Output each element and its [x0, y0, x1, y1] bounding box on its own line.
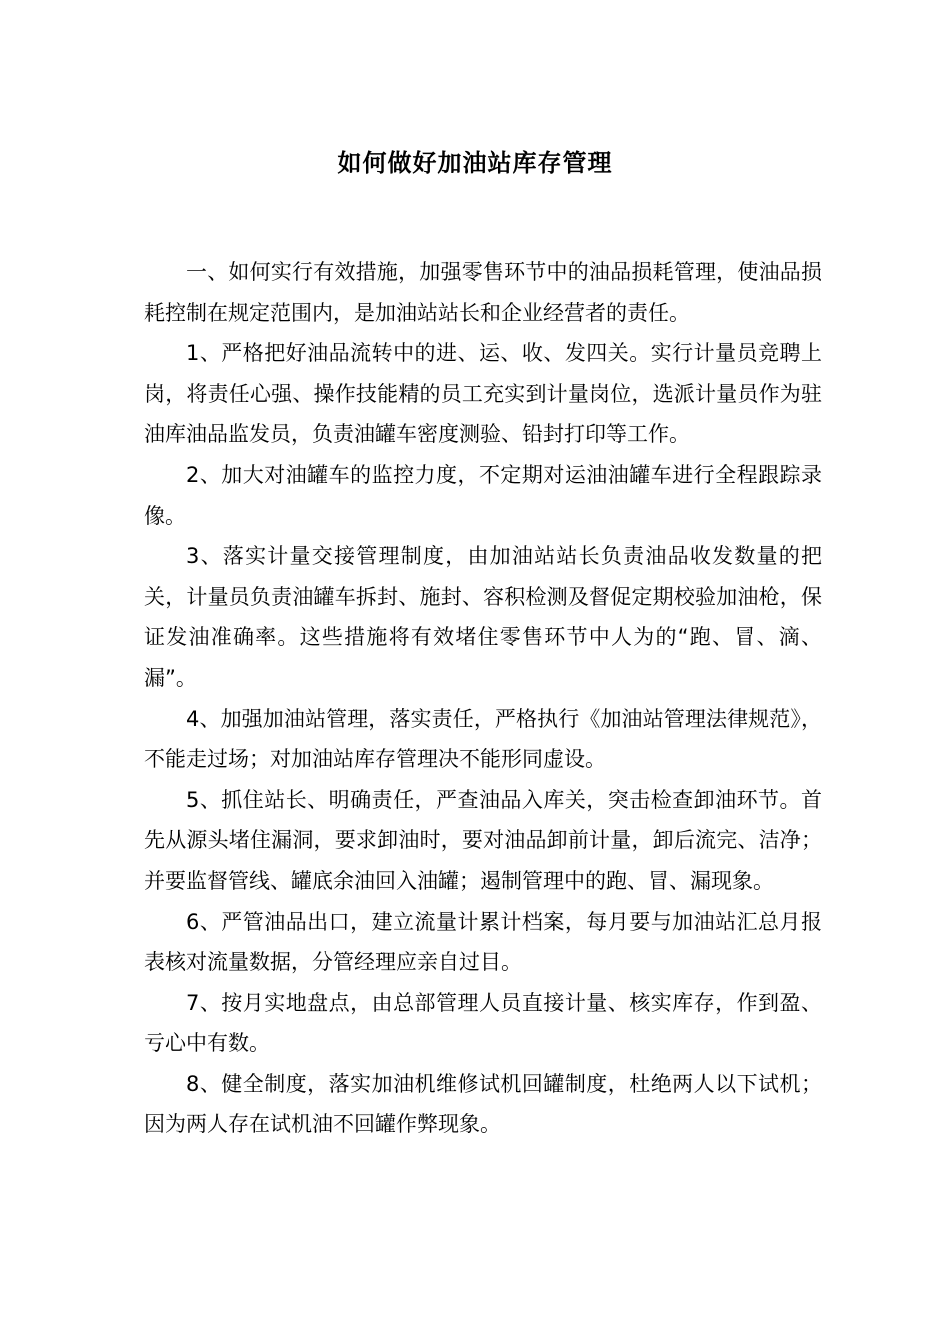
paragraph-item-5: 5、抓住站长、明确责任，严查油品入库关，突击检查卸油环节。首先从源头堵住漏洞，要求卸油时，要对油品卸前计量，卸后流完、洁净；并要监督管线、罐底余油回入油罐；遏制管理中的跑、冒、漏现象。: [144, 787, 822, 893]
document-title: 如何做好加油站库存管理: [337, 148, 613, 177]
paragraph-item-1: 1、严格把好油品流转中的进、运、收、发四关。实行计量员竞聘上岗，将责任心强、操作技能精的员工充实到计量岗位，选派计量员作为驻油库油品监发员，负责油罐车密度测验、铅封打印等工作。: [144, 341, 822, 447]
paragraph-item-8: 8、健全制度，落实加油机维修试机回罐制度，杜绝两人以下试机；因为两人存在试机油不回罐作弊现象。: [144, 1071, 822, 1137]
paragraph-intro: 一、如何实行有效措施，加强零售环节中的油品损耗管理，使油品损耗控制在规定范围内，是加油站站长和企业经营者的责任。: [144, 260, 822, 325]
paragraph-item-6: 6、严管油品出口，建立流量计累计档案，每月要与加油站汇总月报表核对流量数据，分管经理应亲自过目。: [144, 909, 822, 975]
paragraph-item-4: 4、加强加油站管理，落实责任，严格执行《加油站管理法律规范》，不能走过场；对加油站库存管理决不能形同虚设。: [144, 706, 822, 772]
paragraph-item-2: 2、加大对油罐车的监控力度，不定期对运油油罐车进行全程跟踪录像。: [144, 462, 822, 528]
paragraph-item-7: 7、按月实地盘点，由总部管理人员直接计量、核实库存，作到盈、亏心中有数。: [144, 990, 822, 1056]
document-body: [144, 252, 822, 1145]
paragraph-item-3: 3、落实计量交接管理制度，由加油站站长负责油品收发数量的把关，计量员负责油罐车拆封、施封、容积检测及督促定期校验加油枪，保证发油准确率。这些措施将有效堵住零售环节中人为的“跑、冒、滴、漏”。: [144, 544, 822, 690]
